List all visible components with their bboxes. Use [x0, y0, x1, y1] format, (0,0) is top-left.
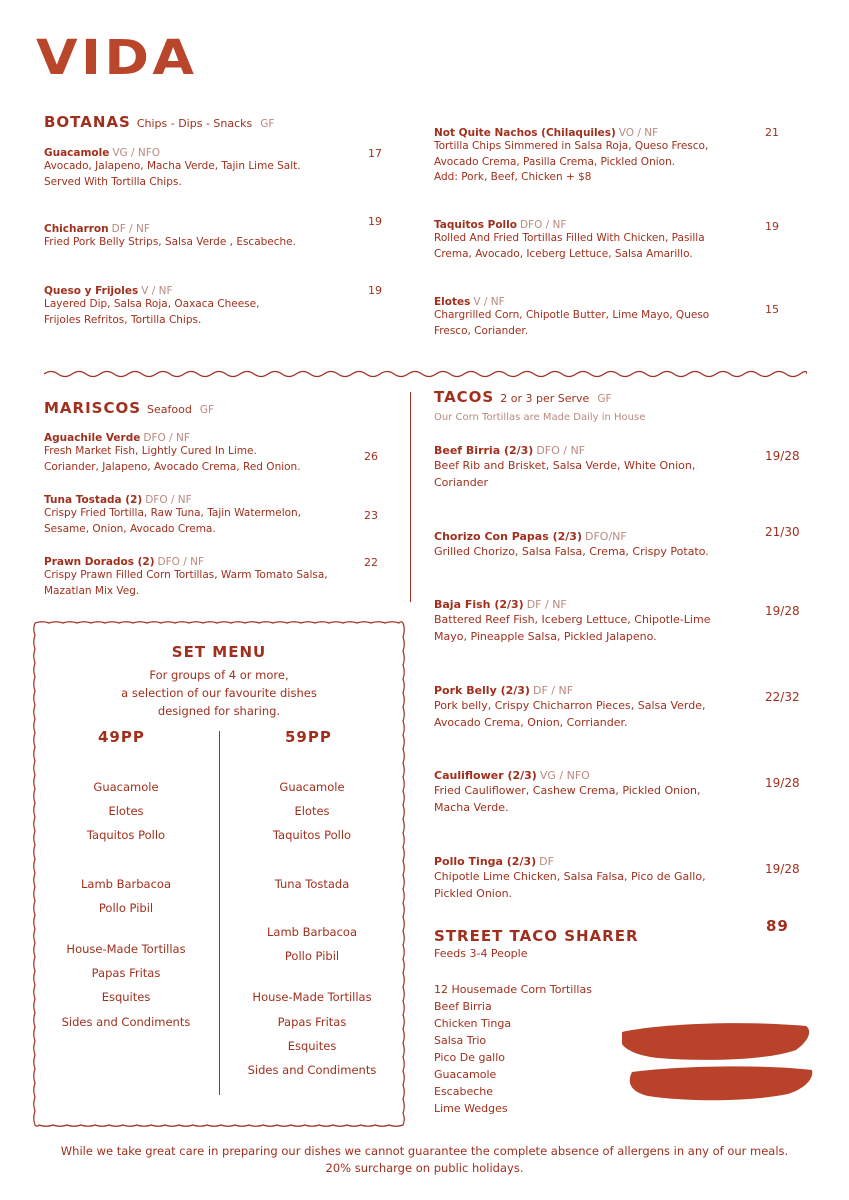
sharer-item: Salsa Trio: [434, 1034, 487, 1047]
tacos-subtitle: 2 or 3 per Serve: [500, 392, 590, 405]
item-tags: DFO / NF: [145, 494, 192, 506]
item-name: Elotes: [434, 296, 471, 308]
tacos-tag: GF: [597, 393, 612, 405]
item-tags: VG / NFO: [539, 769, 590, 782]
sharer-subtitle: Feeds 3-4 People: [434, 947, 528, 960]
item-name: Baja Fish (2/3): [434, 598, 524, 611]
mariscos-heading: [44, 399, 214, 417]
item-desc: Add: Pork, Beef, Chicken + $8: [434, 171, 592, 183]
item-name: Queso y Frijoles: [44, 285, 139, 297]
item-price: 19/28: [765, 604, 800, 618]
item-price: 19: [368, 284, 382, 297]
sharer-item: Guacamole: [434, 1068, 497, 1081]
item-name: Cauliflower (2/3): [434, 769, 537, 782]
item-desc: Rolled And Fried Tortillas Filled With Chicken, Pasilla: [434, 232, 705, 244]
botanas-heading: [44, 113, 274, 131]
item-desc: Beef Rib and Brisket, Salsa Verde, White Onion,: [434, 459, 696, 472]
set-dish: House-Made Tortillas: [252, 990, 372, 1004]
item-desc: Sesame, Onion, Avocado Crema.: [44, 522, 216, 535]
item-desc: Pickled Onion.: [434, 887, 513, 900]
item-price: 17: [368, 147, 382, 160]
item-price: 19/28: [765, 776, 800, 790]
item-desc: Coriander: [434, 476, 488, 489]
item-desc: Fried Pork Belly Strips, Salsa Verde , Escabeche.: [44, 236, 296, 248]
item-desc: Grilled Chorizo, Salsa Falsa, Crema, Crispy Potato.: [434, 545, 709, 558]
item-price: 22: [364, 556, 378, 569]
botanas-tag: GF: [260, 118, 275, 130]
set-dish: Elotes: [108, 804, 144, 818]
set-dish: Pollo Pibil: [284, 949, 340, 963]
set-dish: Esquites: [101, 990, 151, 1004]
column-divider: [410, 392, 411, 602]
item-price: 15: [765, 303, 779, 316]
item-desc: Pork belly, Crispy Chicharron Pieces, Salsa Verde,: [434, 699, 706, 712]
set-menu-price-59: 59PP: [285, 728, 332, 746]
item-desc: Served With Tortilla Chips.: [44, 175, 182, 188]
sharer-item: Chicken Tinga: [434, 1017, 512, 1030]
menu-item-cauliflower: [434, 769, 754, 816]
item-price: 19: [765, 220, 779, 233]
set-dish: Sides and Condiments: [247, 1063, 377, 1077]
set-dish: Taquitos Pollo: [272, 828, 352, 842]
sharer-list: [434, 981, 592, 1117]
item-price: 19: [368, 215, 382, 228]
item-price: 21: [765, 126, 779, 139]
item-name: Chicharron: [44, 223, 109, 235]
tacos-heading: [434, 388, 612, 406]
item-price: 19/28: [765, 862, 800, 876]
set-dish: Papas Fritas: [91, 966, 161, 980]
botanas-title: BOTANAS: [44, 113, 131, 131]
sharer-title: STREET TACO SHARER: [434, 927, 639, 945]
sharer-item: Pico De gallo: [434, 1051, 506, 1064]
item-desc: Mayo, Pineapple Salsa, Pickled Jalapeno.: [434, 630, 657, 643]
item-name: Beef Birria (2/3): [434, 444, 534, 457]
item-desc: Fried Cauliflower, Cashew Crema, Pickled Onion,: [434, 784, 701, 797]
item-desc: Frijoles Refritos, Tortilla Chips.: [44, 313, 202, 326]
item-desc: Fresh Market Fish, Lightly Cured In Lime.: [44, 445, 257, 457]
tacos-note: Our Corn Tortillas are Made Daily in House: [434, 412, 646, 423]
item-tags: DF / NF: [526, 598, 567, 611]
item-desc: Avocado, Jalapeno, Macha Verde, Tajin Lime Salt.: [44, 160, 301, 172]
mariscos-title: MARISCOS: [44, 399, 142, 417]
set-dish: Lamb Barbacoa: [80, 877, 172, 891]
allergen-notice: While we take great care in preparing our dishes we cannot guarantee the complete absence of allergens in any of our meals.: [60, 1144, 789, 1158]
set-dish: Guacamole: [93, 780, 159, 794]
item-name: Chorizo Con Papas (2/3): [434, 530, 582, 543]
sharer-item: 12 Housemade Corn Tortillas: [434, 983, 592, 996]
menu-item-chilaquiles: [434, 127, 754, 186]
sharer-item: Escabeche: [434, 1085, 494, 1098]
menu-item-chorizo-con-papas: [434, 530, 754, 560]
item-name: Guacamole: [44, 147, 110, 159]
item-name: Taquitos Pollo: [434, 219, 517, 231]
menu-item-chicharron: [44, 223, 374, 251]
item-desc: Crispy Prawn Filled Corn Tortillas, Warm Tomato Salsa,: [44, 569, 328, 581]
item-desc: Macha Verde.: [434, 801, 509, 814]
menu-item-pork-belly: [434, 684, 754, 731]
set-menu-desc-line: For groups of 4 or more,: [149, 668, 289, 682]
item-tags: DF / NF: [532, 684, 574, 697]
menu-item-prawn-dorados: [44, 556, 374, 599]
menu-item-pollo-tinga: [434, 855, 754, 902]
item-desc: Coriander, Jalapeno, Avocado Crema, Red Onion.: [44, 460, 301, 473]
sharer-item: Lime Wedges: [434, 1102, 508, 1115]
item-tags: DFO / NF: [519, 219, 567, 231]
item-name: Pork Belly (2/3): [434, 684, 530, 697]
item-tags: DFO/NF: [584, 530, 627, 543]
item-desc: Chargrilled Corn, Chipotle Butter, Lime Mayo, Queso: [434, 309, 710, 321]
item-desc: Tortilla Chips Simmered in Salsa Roja, Queso Fresco,: [434, 140, 709, 152]
set-dish: Esquites: [287, 1039, 337, 1053]
menu-item-beef-birria: [434, 444, 754, 491]
item-tags: DFO / NF: [157, 556, 205, 568]
item-tags: DF: [539, 855, 554, 868]
item-desc: Crispy Fried Tortilla, Raw Tuna, Tajin Watermelon,: [44, 507, 302, 519]
set-dish: Elotes: [294, 804, 330, 818]
menu-item-baja-fish: [434, 598, 754, 645]
footer: [0, 1143, 849, 1177]
item-desc: Avocado Crema, Onion, Corriander.: [434, 716, 628, 729]
item-desc: Mazatlan Mix Veg.: [44, 584, 140, 597]
item-tags: V / NF: [141, 285, 173, 297]
item-desc: Avocado Crema, Pasilla Crema, Pickled Onion.: [434, 155, 676, 168]
set-dish: Papas Fritas: [277, 1015, 347, 1029]
item-desc: Layered Dip, Salsa Roja, Oaxaca Cheese,: [44, 298, 260, 310]
menu-item-tuna-tostada: [44, 494, 374, 537]
brush-stroke-decoration: [618, 1018, 814, 1104]
botanas-subtitle: Chips - Dips - Snacks: [136, 117, 253, 130]
brand-logo: VIDA: [36, 30, 198, 86]
set-dish: Tuna Tostada: [274, 877, 350, 891]
mariscos-subtitle: Seafood: [147, 403, 192, 416]
item-price: 22/32: [765, 690, 800, 704]
item-name: Not Quite Nachos (Chilaquiles): [434, 127, 616, 139]
item-tags: VO / NF: [618, 127, 659, 139]
set-menu-title: SET MENU: [171, 643, 267, 661]
item-name: Aguachile Verde: [44, 432, 141, 444]
set-dish: Guacamole: [279, 780, 345, 794]
sharer-price: 89: [766, 917, 789, 935]
item-desc: Crema, Avocado, Iceberg Lettuce, Salsa Amarillo.: [434, 247, 693, 260]
item-name: Tuna Tostada (2): [44, 494, 143, 506]
item-price: 21/30: [765, 525, 800, 539]
item-tags: DFO / NF: [536, 444, 586, 457]
set-dish: Pollo Pibil: [98, 901, 154, 915]
item-tags: V / NF: [473, 296, 505, 308]
item-name: Prawn Dorados (2): [44, 556, 155, 568]
sharer-item: Beef Birria: [434, 1000, 492, 1013]
set-menu-description: [32, 666, 406, 720]
surcharge-notice: 20% surcharge on public holidays.: [325, 1161, 524, 1175]
menu-item-elotes: [434, 296, 754, 339]
set-menu-desc-line: a selection of our favourite dishes: [121, 686, 317, 700]
item-tags: VG / NFO: [112, 147, 161, 159]
item-desc: Battered Reef Fish, Iceberg Lettuce, Chipotle-Lime: [434, 613, 711, 626]
item-name: Pollo Tinga (2/3): [434, 855, 537, 868]
item-price: 19/28: [765, 449, 800, 463]
menu-item-aguachile-verde: [44, 432, 374, 475]
tacos-title: TACOS: [434, 388, 495, 406]
menu-item-taquitos-pollo: [434, 219, 754, 262]
set-menu-price-49: 49PP: [98, 728, 145, 746]
set-menu-desc-line: designed for sharing.: [157, 704, 281, 718]
item-desc: Chipotle Lime Chicken, Salsa Falsa, Pico de Gallo,: [434, 870, 706, 883]
menu-item-queso-y-frijoles: [44, 285, 374, 328]
item-tags: DF / NF: [111, 223, 150, 235]
item-desc: Fresco, Coriander.: [434, 324, 529, 337]
wavy-divider: [44, 368, 807, 380]
set-dish: House-Made Tortillas: [66, 942, 186, 956]
set-dish: Sides and Condiments: [61, 1015, 191, 1029]
set-menu-divider: [219, 731, 220, 1095]
item-tags: DFO / NF: [143, 432, 190, 444]
set-dish: Lamb Barbacoa: [266, 925, 358, 939]
item-price: 26: [364, 450, 378, 463]
item-price: 23: [364, 509, 378, 522]
menu-item-guacamole: [44, 147, 374, 190]
mariscos-tag: GF: [199, 404, 215, 416]
set-dish: Taquitos Pollo: [86, 828, 166, 842]
